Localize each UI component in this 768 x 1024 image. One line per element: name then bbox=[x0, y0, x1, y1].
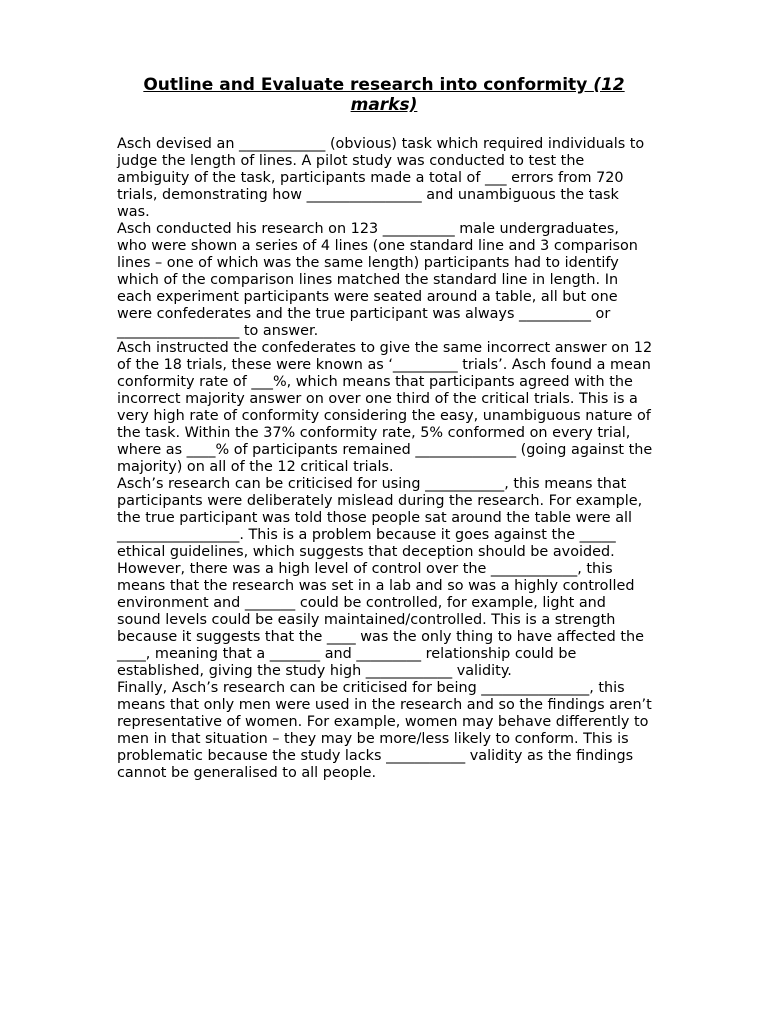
paragraph-control-strength: However, there was a high level of control over the ____________, this means that the research was set in a lab and so was a highly controlled environment and _______ could be controlled, for example, light and sound levels could be easily maintained/controlled. This is a strength because it suggests that the ____ was the only thing to have affected the ____, meaning that a _______ and _________ relationship could be established, giving the study high ____________ validity. bbox=[117, 561, 644, 679]
paragraph-asch-findings: Asch instructed the confederates to give the same incorrect answer on 12 of the 18 trials, these were known as ‘_________ trials’. Asch found a mean conformity rate of ___%, which means that participants agreed with the incorrect majority answer on over one third of the critical trials. This is a very high rate of conformity considering the easy, unambiguous nature of the task. Within the 37% conformity rate, 5% conformed on every trial, where as ____% of participants remained ______________ (going against the majority) on all of the 12 critical trials. bbox=[117, 340, 653, 475]
document-title bbox=[117, 75, 651, 115]
title-marks-text: (12 marks) bbox=[350, 75, 625, 115]
paragraph-gender-bias: Finally, Asch’s research can be criticised for being _______________, this means that only men were used in the research and so the findings aren’t representative of women. For example, women may behave differently to men in that situation – they may be more/less likely to conform. This is problematic because the study lacks ___________ validity as the findings cannot be generalised to all people. bbox=[117, 680, 652, 781]
paragraph-asch-task: Asch devised an ____________ (obvious) task which required individuals to judge the length of lines. A pilot study was conducted to test the ambiguity of the task, participants made a total of ___ errors from 720 trials, demonstrating how ________________ and unambiguous the task was. bbox=[117, 136, 645, 220]
paragraph-deception-criticism: Asch’s research can be criticised for using ___________, this means that participants were deliberately mislead during the research. For example, the true participant was told those people sat around the table were all _________________. This is a problem because it goes against the _____ ethical guidelines, which suggests that deception should be avoided. bbox=[117, 476, 643, 560]
document-body bbox=[117, 136, 653, 782]
title-main-text: Outline and Evaluate research into conformity bbox=[143, 75, 594, 95]
paragraph-asch-procedure: Asch conducted his research on 123 __________ male undergraduates, who were shown a series of 4 lines (one standard line and 3 comparison lines – one of which was the same length) participants had to identify which of the comparison lines matched the standard line in length. In each experiment participants were seated around a table, all but one were confederates and the true participant was always __________ or _________________ to answer. bbox=[117, 221, 638, 339]
